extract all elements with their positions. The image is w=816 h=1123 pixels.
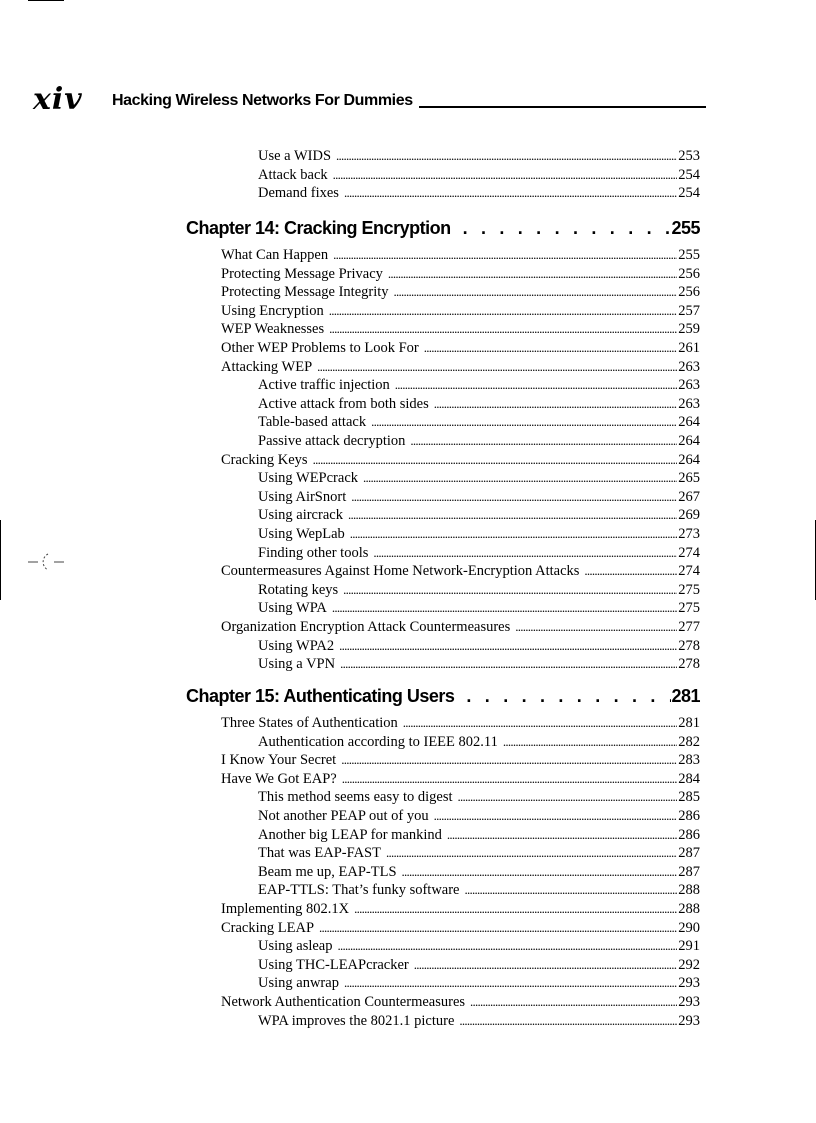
- toc-entry-page: 256: [678, 284, 700, 301]
- toc-entry: [221, 320, 700, 339]
- toc-entry-label: Attacking WEP: [221, 358, 313, 375]
- dot-leader: [339, 637, 677, 656]
- dot-leader: [503, 733, 677, 752]
- toc-entry: [258, 184, 700, 203]
- dot-leader: [470, 993, 677, 1012]
- toc-entry-page: 290: [678, 919, 700, 936]
- toc-entry: [258, 413, 700, 432]
- toc-entry-page: 283: [678, 752, 700, 769]
- dot-leader: [386, 844, 677, 863]
- toc-entry-label: Countermeasures Against Home Network-Encryption Attacks: [221, 563, 580, 580]
- dot-leader: [434, 807, 678, 826]
- toc-entry-page: 257: [678, 302, 700, 319]
- toc-entry-label: Using AirSnort: [258, 488, 347, 505]
- toc-entry-page: 287: [678, 845, 700, 862]
- dot-leader: [434, 395, 678, 414]
- toc-entry-page: 284: [678, 770, 700, 787]
- toc-entry: [258, 844, 700, 863]
- toc-entry: [258, 637, 700, 656]
- toc-entry-page: 273: [678, 526, 700, 542]
- toc-entry-page: 288: [678, 882, 700, 899]
- toc-entry: [258, 655, 700, 674]
- toc-entry-label: Attack back: [258, 166, 328, 183]
- toc-entry-page: 287: [678, 863, 700, 880]
- toc-entry-page: 263: [678, 377, 700, 394]
- dot-leader: [348, 506, 677, 525]
- dot-leader: [313, 451, 678, 470]
- toc-entry: [258, 807, 700, 826]
- toc-entry-label: What Can Happen: [221, 247, 329, 263]
- toc-entry-label: Using aircrack: [258, 507, 343, 524]
- toc-entry: [221, 900, 700, 919]
- toc-entry-label: Using anwrap: [258, 975, 339, 992]
- toc-entry-page: 275: [678, 581, 700, 598]
- toc-entry-label: Passive attack decryption: [258, 433, 406, 449]
- toc-entry: [221, 283, 700, 302]
- dot-leader: [410, 432, 677, 451]
- dot-leader: [351, 488, 677, 507]
- dot-leader: [340, 655, 677, 674]
- toc-entry-page: 278: [678, 637, 700, 654]
- dot-leader: [463, 216, 672, 240]
- toc-entry-label: Using WEPcrack: [258, 470, 358, 487]
- dot-leader: [388, 265, 677, 284]
- toc-entry-page: 274: [678, 563, 700, 580]
- toc-entry-label: Rotating keys: [258, 581, 339, 598]
- dot-leader: [373, 544, 677, 563]
- dot-leader: [329, 320, 677, 339]
- toc-entry-label: EAP-TTLS: That’s funky software: [258, 882, 460, 899]
- toc-entry-page: 285: [678, 789, 700, 806]
- toc-entry: [221, 339, 700, 358]
- toc-entry-label: Use a WIDS: [258, 148, 332, 164]
- toc-entry-label: Using a VPN: [258, 656, 336, 673]
- dot-leader: [341, 751, 677, 770]
- toc-entry-label: Have We Got EAP?: [221, 770, 337, 787]
- dot-leader: [403, 714, 677, 733]
- dot-leader: [342, 770, 678, 789]
- toc-entry-page: 259: [678, 321, 700, 338]
- chapter-title: Chapter 15: Authenticating Users: [186, 686, 455, 706]
- toc-entry: [221, 618, 700, 637]
- dot-leader: [333, 166, 678, 185]
- dot-leader: [424, 339, 677, 358]
- toc-entry-page: 291: [678, 938, 700, 955]
- dot-leader: [332, 599, 677, 618]
- dot-leader: [395, 376, 677, 395]
- toc-entry-label: Using WPA: [258, 600, 327, 617]
- toc-entry-label: Active traffic injection: [258, 377, 390, 394]
- toc-entry-page: 286: [678, 808, 700, 824]
- toc-entry: [221, 562, 700, 581]
- chapter-title: Chapter 14: Cracking Encryption: [186, 218, 451, 238]
- dot-leader: [465, 881, 678, 900]
- toc-entry: [258, 956, 700, 975]
- toc-entry-page: 255: [678, 247, 700, 263]
- toc-entry-page: 282: [678, 733, 700, 750]
- chapter-heading: [186, 684, 700, 708]
- dot-leader: [515, 618, 677, 637]
- toc-entry-page: 292: [678, 956, 700, 973]
- dot-leader: [333, 246, 677, 265]
- toc-entry: [221, 451, 700, 470]
- toc-entry: [221, 265, 700, 284]
- toc-entry: [221, 919, 700, 938]
- toc-entry-page: 278: [678, 656, 700, 673]
- toc-entry-page: 267: [678, 488, 700, 505]
- toc-entry: [258, 395, 700, 414]
- toc-entry-label: Implementing 802.1X: [221, 901, 350, 917]
- dot-leader: [344, 184, 677, 203]
- toc-entry-label: Finding other tools: [258, 544, 369, 561]
- toc-entry-page: 253: [678, 148, 700, 164]
- toc-entry-label: Beam me up, EAP-TLS: [258, 863, 397, 880]
- toc-entry-page: 265: [678, 470, 700, 487]
- dot-leader: [350, 525, 677, 544]
- toc-entry-page: 293: [678, 1012, 700, 1029]
- dot-leader: [343, 581, 677, 600]
- running-title: Hacking Wireless Networks For Dummies: [112, 92, 413, 109]
- toc-entry: [258, 432, 700, 451]
- toc-entry-page: 264: [678, 414, 700, 431]
- toc-entry-page: 256: [678, 265, 700, 282]
- toc-entry: [258, 488, 700, 507]
- dot-leader: [458, 788, 678, 807]
- toc-entry-page: 281: [678, 715, 700, 731]
- toc-entry-page: 277: [678, 619, 700, 635]
- toc-entry-page: 293: [678, 975, 700, 992]
- toc-entry: [258, 599, 700, 618]
- toc-entry-label: Demand fixes: [258, 185, 339, 202]
- toc-entry-label: Three States of Authentication: [221, 715, 398, 731]
- toc-entry-label: Active attack from both sides: [258, 395, 429, 412]
- toc-entry: [258, 581, 700, 600]
- toc-entry: [221, 751, 700, 770]
- toc-entry-label: Using WepLab: [258, 526, 345, 542]
- toc-entry-label: Network Authentication Countermeasures: [221, 994, 466, 1010]
- toc-entry-page: 264: [678, 433, 700, 449]
- toc-entry: [258, 525, 700, 544]
- chapter-page: 281: [671, 686, 700, 706]
- toc-entry-page: 286: [678, 826, 700, 843]
- toc-entry-label: Not another PEAP out of you: [258, 808, 429, 824]
- toc-entry-page: 261: [678, 340, 700, 356]
- toc-entry-label: This method seems easy to digest: [258, 789, 453, 806]
- toc-entry-page: 254: [678, 185, 700, 202]
- dot-leader: [319, 919, 677, 938]
- toc-entry-page: 263: [678, 395, 700, 412]
- toc-entry: [258, 937, 700, 956]
- toc-entry-page: 274: [678, 544, 700, 561]
- toc-entry-label: Using THC-LEAPcracker: [258, 956, 409, 973]
- dot-leader: [466, 684, 671, 708]
- dot-leader: [354, 900, 677, 919]
- toc-entry-page: 269: [678, 507, 700, 524]
- toc-entry-label: Using asleap: [258, 938, 333, 955]
- toc-entry-label: Cracking Keys: [221, 451, 308, 468]
- toc-entry-page: 254: [678, 166, 700, 183]
- toc-entry-label: Using WPA2: [258, 637, 335, 654]
- toc-entry-label: WEP Weaknesses: [221, 321, 325, 338]
- toc-entry: [258, 469, 700, 488]
- toc-entry-label: I Know Your Secret: [221, 752, 337, 769]
- toc-entry: [258, 974, 700, 993]
- dot-leader: [344, 974, 677, 993]
- toc-entry: [258, 544, 700, 563]
- dot-leader: [402, 863, 678, 882]
- dot-leader: [338, 937, 678, 956]
- toc-entry-label: Cracking LEAP: [221, 919, 315, 936]
- dot-leader: [394, 283, 678, 302]
- page-number: xiv: [33, 82, 83, 117]
- toc-entry: [258, 733, 700, 752]
- toc-entry-page: 293: [678, 994, 700, 1010]
- toc-entry-label: Another big LEAP for mankind: [258, 826, 442, 843]
- toc-entry: [258, 826, 700, 845]
- toc-entry: [258, 147, 700, 166]
- toc-entry-label: WPA improves the 8021.1 picture: [258, 1012, 455, 1029]
- toc-entry-label: That was EAP-FAST: [258, 845, 381, 862]
- toc-entry: [258, 1012, 700, 1031]
- toc-entry: [221, 302, 700, 321]
- toc-entry: [221, 770, 700, 789]
- dot-leader: [329, 302, 678, 321]
- dot-leader: [336, 147, 677, 166]
- toc-entry-label: Protecting Message Integrity: [221, 284, 389, 301]
- dot-leader: [459, 1012, 677, 1031]
- toc-entry-label: Organization Encryption Attack Countermeasures: [221, 619, 511, 635]
- toc-entry: [221, 993, 700, 1012]
- chapter-page: 255: [671, 218, 700, 238]
- dot-leader: [414, 956, 678, 975]
- toc-entry-page: 275: [678, 600, 700, 617]
- toc-entry-label: Authentication according to IEEE 802.11: [258, 733, 498, 750]
- toc-entry: [258, 376, 700, 395]
- toc-entry-page: 288: [678, 901, 700, 917]
- toc-entry-label: Table-based attack: [258, 414, 367, 431]
- toc-entry: [258, 506, 700, 525]
- toc-entry: [221, 714, 700, 733]
- toc-entry: [258, 788, 700, 807]
- chapter-heading: [186, 216, 700, 240]
- toc-entry: [258, 863, 700, 882]
- dot-leader: [371, 413, 677, 432]
- dot-leader: [317, 358, 677, 377]
- toc-entry-page: 263: [678, 358, 700, 375]
- toc-entry-page: 264: [678, 451, 700, 468]
- toc-entry-label: Other WEP Problems to Look For: [221, 340, 419, 356]
- dot-leader: [363, 469, 677, 488]
- dot-leader: [584, 562, 677, 581]
- toc-entry: [221, 246, 700, 265]
- toc-entry-label: Using Encryption: [221, 302, 324, 319]
- toc-entry: [221, 358, 700, 377]
- toc-entry: [258, 881, 700, 900]
- dot-leader: [447, 826, 677, 845]
- toc-entry-label: Protecting Message Privacy: [221, 265, 383, 282]
- toc-entry: [258, 166, 700, 185]
